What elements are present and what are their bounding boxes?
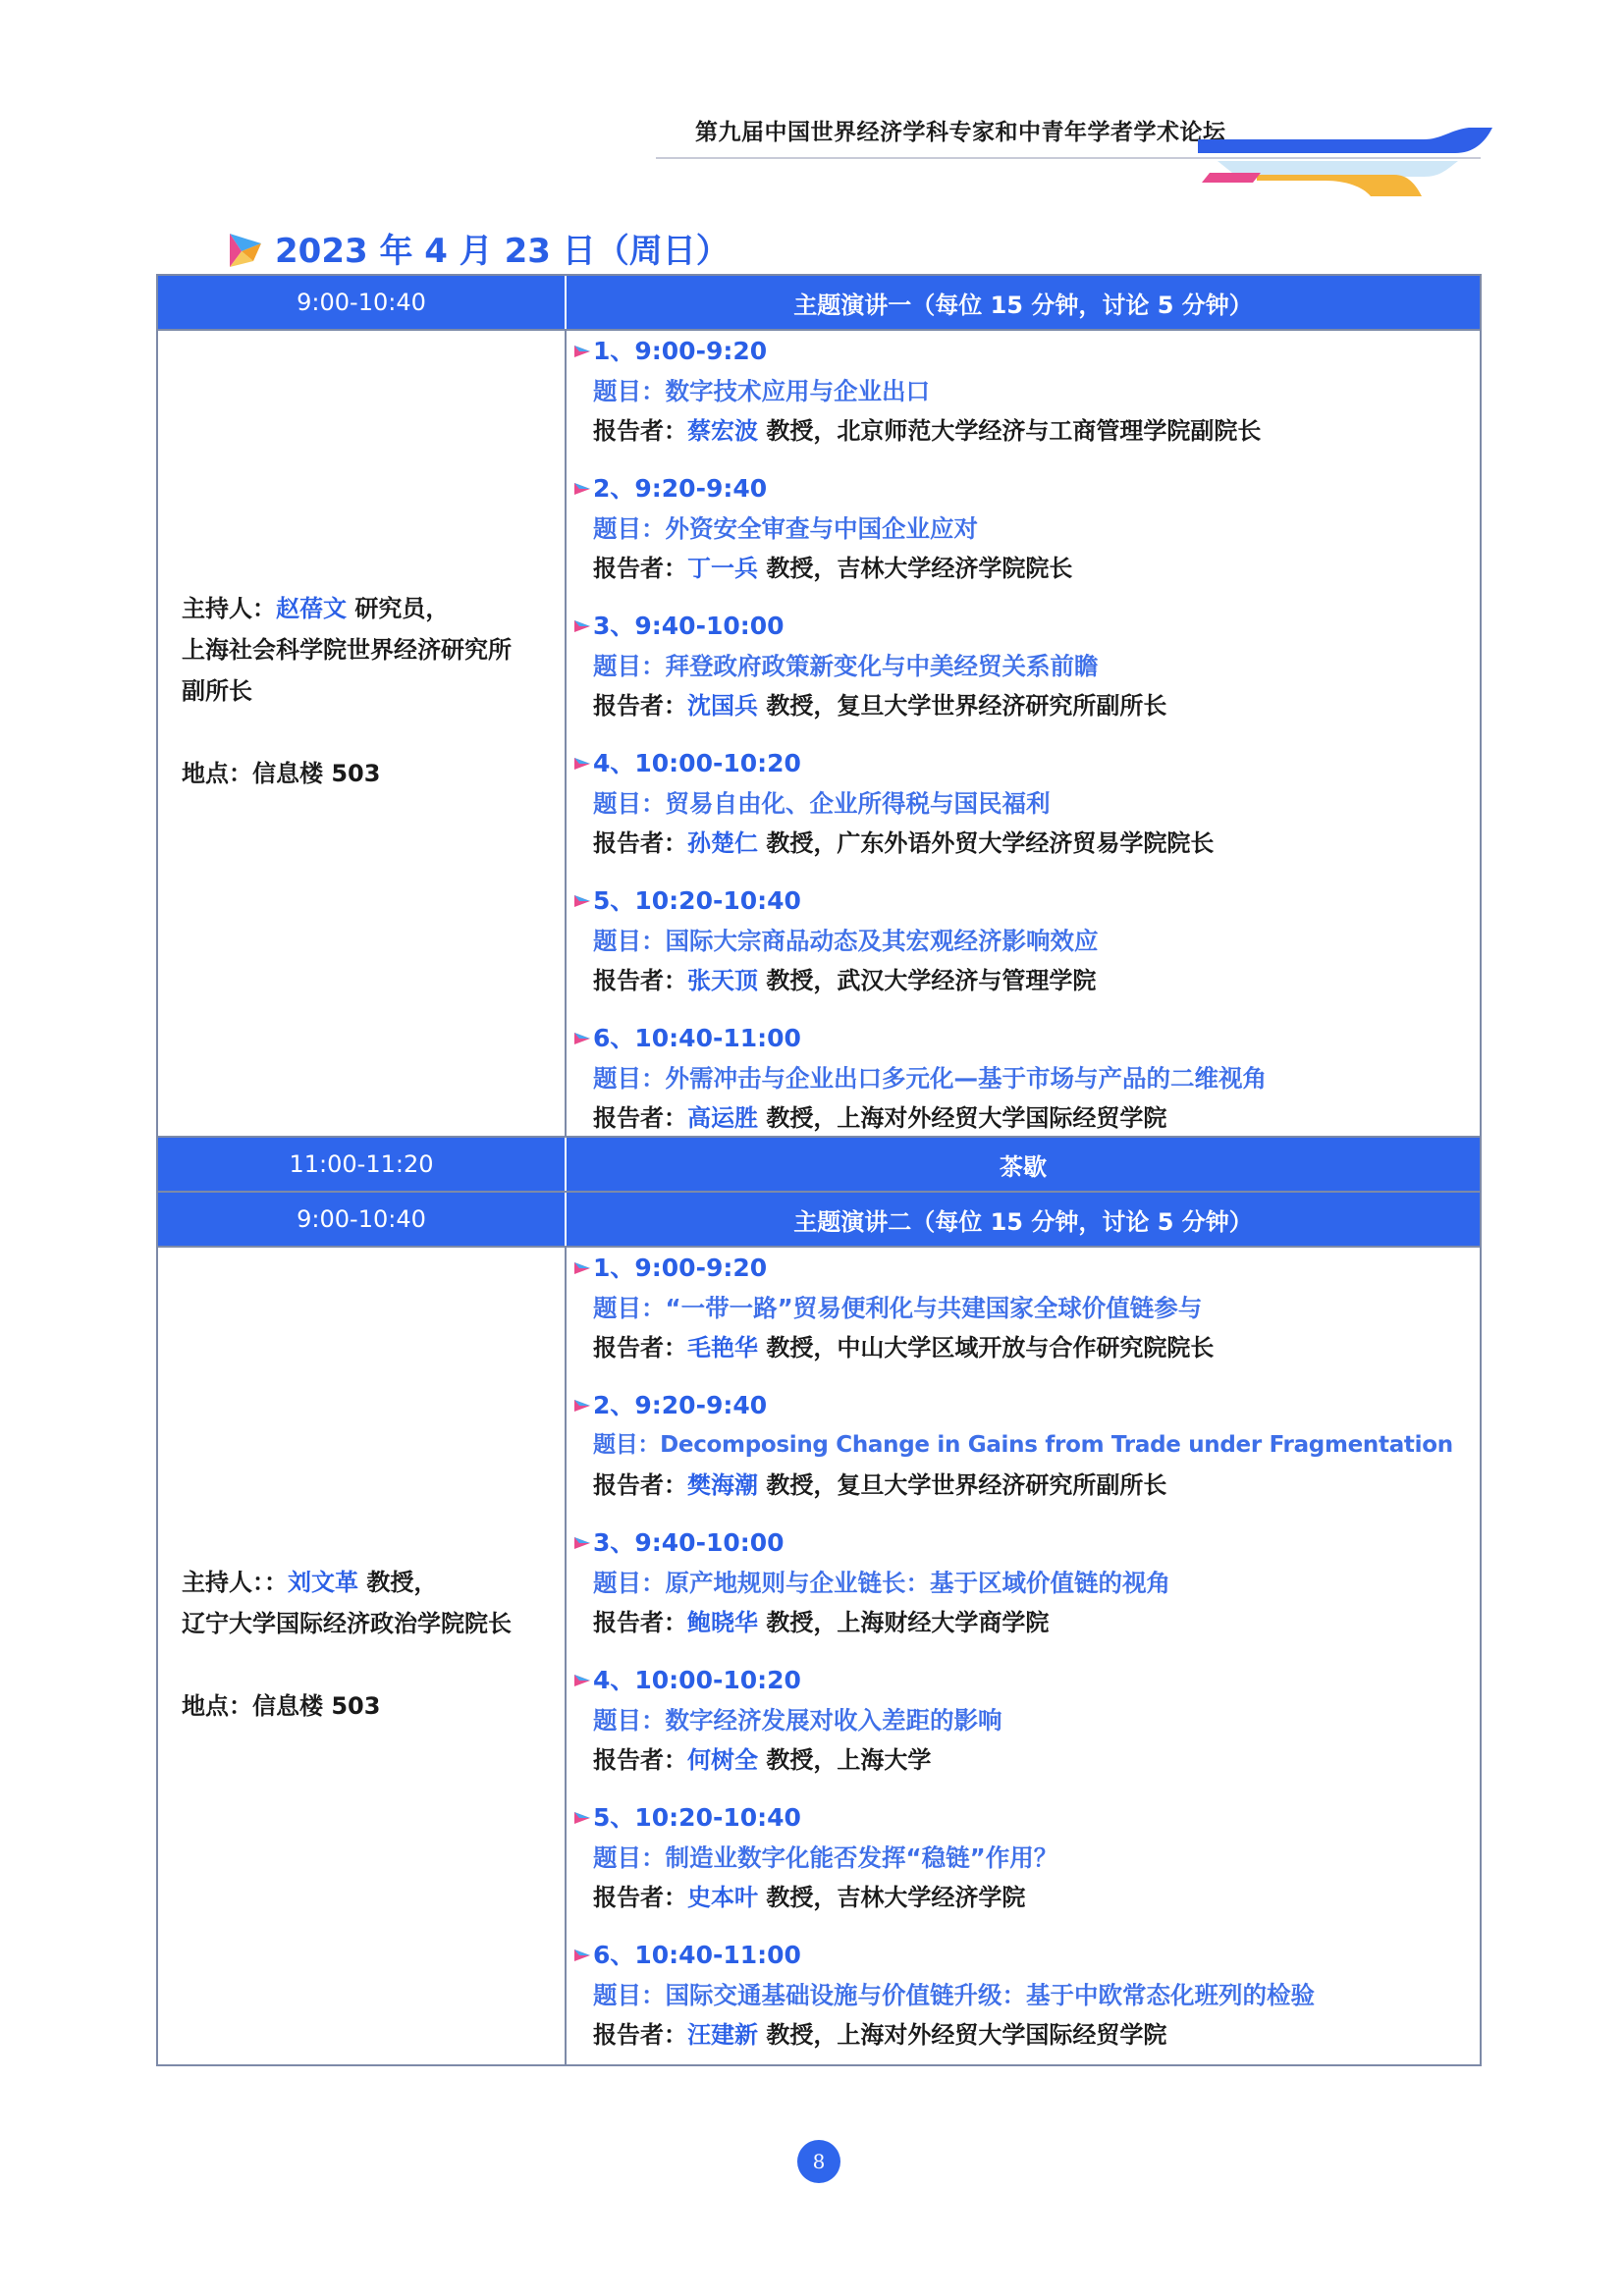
session-2-body [158, 1248, 1480, 2064]
host-label: 主持人： [182, 595, 276, 622]
host-position: 副所长 [182, 677, 252, 705]
bullet-icon [574, 1260, 590, 1276]
host-title: 教授， [366, 1569, 438, 1596]
speaker-affiliation: 教授，吉林大学经济学院 [766, 1884, 1026, 1911]
talk-time: 4、10:00-10:20 [593, 749, 801, 777]
bullet-icon [574, 1948, 590, 1963]
speaker-affiliation: 教授，中山大学区域开放与合作研究院院长 [766, 1334, 1215, 1362]
speaker-affiliation: 教授，上海对外经贸大学国际经贸学院 [766, 2021, 1167, 2049]
talk-time: 2、9:20-9:40 [593, 1391, 768, 1419]
bullet-icon [574, 481, 590, 497]
session-2-talks [565, 1248, 1480, 2064]
session-1-time: 9:00-10:40 [297, 289, 426, 316]
session-2-band [158, 1193, 1480, 1248]
header-decoration [1198, 124, 1492, 198]
session-1-body [158, 331, 1480, 1138]
speaker-label: 报告者： [593, 1334, 687, 1362]
speaker-name: 樊海潮 [687, 1471, 758, 1499]
speaker-name: 孙楚仁 [687, 829, 758, 857]
speaker-label: 报告者： [593, 967, 687, 994]
speaker-name: 鲍晓华 [687, 1609, 758, 1636]
talk-time: 2、9:20-9:40 [593, 474, 768, 503]
speaker-name: 沈国兵 [687, 692, 758, 720]
talk-speaker [574, 1328, 1482, 1368]
talk-item [574, 1248, 1482, 1368]
speaker-label: 报告者： [593, 1609, 687, 1636]
session-2-location: 地点：信息楼 503 [182, 1692, 381, 1720]
talk-item [574, 1660, 1482, 1781]
bullet-icon [574, 618, 590, 634]
speaker-affiliation: 教授，广东外语外贸大学经济贸易学院院长 [766, 829, 1215, 857]
session-1-host-line [182, 588, 565, 629]
talk-title: 题目：拜登政府政策新变化与中美经贸关系前瞻 [593, 652, 1099, 680]
session-1-host-block [182, 588, 565, 794]
session-2-host-line [182, 1562, 565, 1603]
talk-speaker [574, 411, 1482, 452]
speaker-name: 史本叶 [687, 1884, 758, 1911]
talk-title: 题目：国际交通基础设施与价值链升级：基于中欧常态化班列的检验 [593, 1981, 1315, 2009]
talk-title: 题目：数字技术应用与企业出口 [593, 377, 930, 405]
session-2-time: 9:00-10:40 [297, 1205, 426, 1233]
speaker-affiliation: 教授，北京师范大学经济与工商管理学院副院长 [766, 417, 1262, 445]
talk-title: 题目：贸易自由化、企业所得税与国民福利 [593, 789, 1051, 818]
speaker-label: 报告者： [593, 1104, 687, 1132]
speaker-label: 报告者： [593, 417, 687, 445]
speaker-name: 毛艳华 [687, 1334, 758, 1362]
speaker-name: 丁一兵 [687, 555, 758, 582]
talk-title: 题目：外资安全审查与中国企业应对 [593, 514, 978, 543]
talk-title: 题目：数字经济发展对收入差距的影响 [593, 1706, 1002, 1735]
talk-speaker [574, 1740, 1482, 1781]
session-1-location: 地点：信息楼 503 [182, 760, 381, 787]
talk-item [574, 743, 1482, 864]
talk-time: 3、9:40-10:00 [593, 612, 785, 640]
talk-item [574, 881, 1482, 1001]
bullet-icon [574, 1673, 590, 1688]
talk-title: 题目：制造业数字化能否发挥“稳链”作用？ [593, 1843, 1058, 1872]
talk-title: 题目：国际大宗商品动态及其宏观经济影响效应 [593, 927, 1099, 955]
session-2-heading: 主题演讲二（每位 15 分钟，讨论 5 分钟） [565, 1193, 1480, 1246]
bullet-icon [574, 1535, 590, 1551]
speaker-name: 何树全 [687, 1746, 758, 1774]
talk-speaker [574, 1878, 1482, 1918]
host-name: 赵蓓文 [276, 595, 347, 622]
host-name: 刘文革 [288, 1569, 358, 1596]
session-2-host-cell [158, 1248, 565, 2064]
talk-item [574, 331, 1482, 452]
talk-time: 5、10:20-10:40 [593, 886, 801, 915]
session-1-band [158, 276, 1480, 331]
break-time: 11:00-11:20 [289, 1150, 434, 1178]
session-1-host-cell [158, 331, 565, 1136]
speaker-label: 报告者： [593, 1471, 687, 1499]
talk-speaker [574, 2015, 1482, 2056]
talk-time: 4、10:00-10:20 [593, 1666, 801, 1694]
host-label: 主持人：： [182, 1569, 288, 1596]
bullet-icon [574, 756, 590, 772]
talk-time: 6、10:40-11:00 [593, 1024, 801, 1052]
break-band [158, 1138, 1480, 1193]
bullet-icon [574, 1810, 590, 1826]
talk-item [574, 1385, 1482, 1506]
speaker-affiliation: 教授，上海大学 [766, 1746, 932, 1774]
speaker-label: 报告者： [593, 692, 687, 720]
talk-time: 5、10:20-10:40 [593, 1803, 801, 1832]
talk-item [574, 1522, 1482, 1643]
speaker-name: 汪建新 [687, 2021, 758, 2049]
speaker-label: 报告者： [593, 1746, 687, 1774]
talk-time: 6、10:40-11:00 [593, 1941, 801, 1969]
talk-title: 题目：“一带一路”贸易便利化与共建国家全球价值链参与 [593, 1294, 1203, 1322]
talk-speaker [574, 549, 1482, 589]
talk-title: 题目：外需冲击与企业出口多元化—基于市场与产品的二维视角 [593, 1064, 1267, 1093]
speaker-affiliation: 教授，上海对外经贸大学国际经贸学院 [766, 1104, 1167, 1132]
bullet-icon [574, 893, 590, 909]
talk-speaker [574, 1466, 1482, 1506]
talk-speaker [574, 961, 1482, 1001]
talk-speaker [574, 1603, 1482, 1643]
break-label: 茶歇 [565, 1138, 1480, 1191]
talk-item [574, 606, 1482, 726]
speaker-label: 报告者： [593, 829, 687, 857]
speaker-name: 高运胜 [687, 1104, 758, 1132]
session-1-heading: 主题演讲一（每位 15 分钟，讨论 5 分钟） [565, 276, 1480, 329]
bullet-icon [574, 1398, 590, 1414]
speaker-name: 蔡宏波 [687, 417, 758, 445]
talk-title: 题目：Decomposing Change in Gains from Trade under Fragmentation [593, 1432, 1453, 1458]
page-number: 8 [797, 2140, 840, 2183]
talk-item [574, 468, 1482, 589]
session-1-talks [565, 331, 1480, 1136]
speaker-affiliation: 教授，吉林大学经济学院院长 [766, 555, 1073, 582]
talk-time: 1、9:00-9:20 [593, 1254, 768, 1282]
schedule-table [156, 274, 1482, 2066]
speaker-affiliation: 教授，复旦大学世界经济研究所副所长 [766, 1471, 1167, 1499]
speaker-label: 报告者： [593, 555, 687, 582]
talk-item [574, 1935, 1482, 2056]
talk-title: 题目：原产地规则与企业链长：基于区域价值链的视角 [593, 1569, 1170, 1597]
speaker-affiliation: 教授，复旦大学世界经济研究所副所长 [766, 692, 1167, 720]
speaker-label: 报告者： [593, 2021, 687, 2049]
host-org: 上海社会科学院世界经济研究所 [182, 636, 512, 664]
host-org: 辽宁大学国际经济政治学院院长 [182, 1610, 512, 1637]
forum-title: 第九届中国世界经济学科专家和中青年学者学术论坛 [695, 120, 1226, 145]
talk-time: 1、9:00-9:20 [593, 337, 768, 365]
speaker-name: 张天顶 [687, 967, 758, 994]
speaker-affiliation: 教授，上海财经大学商学院 [766, 1609, 1050, 1636]
bullet-icon [574, 344, 590, 359]
talk-speaker [574, 686, 1482, 726]
talk-time: 3、9:40-10:00 [593, 1528, 785, 1557]
session-2-host-block [182, 1562, 565, 1727]
talk-speaker [574, 1098, 1482, 1139]
speaker-label: 报告者： [593, 1884, 687, 1911]
talk-item [574, 1018, 1482, 1139]
talk-item [574, 1797, 1482, 1918]
host-title: 研究员， [354, 595, 450, 622]
date-text: 2023 年 4 月 23 日（周日） [275, 232, 730, 271]
speaker-affiliation: 教授，武汉大学经济与管理学院 [766, 967, 1097, 994]
bullet-icon [574, 1031, 590, 1046]
talk-speaker [574, 824, 1482, 864]
date-heading [228, 224, 730, 272]
date-marker-icon [228, 228, 269, 269]
